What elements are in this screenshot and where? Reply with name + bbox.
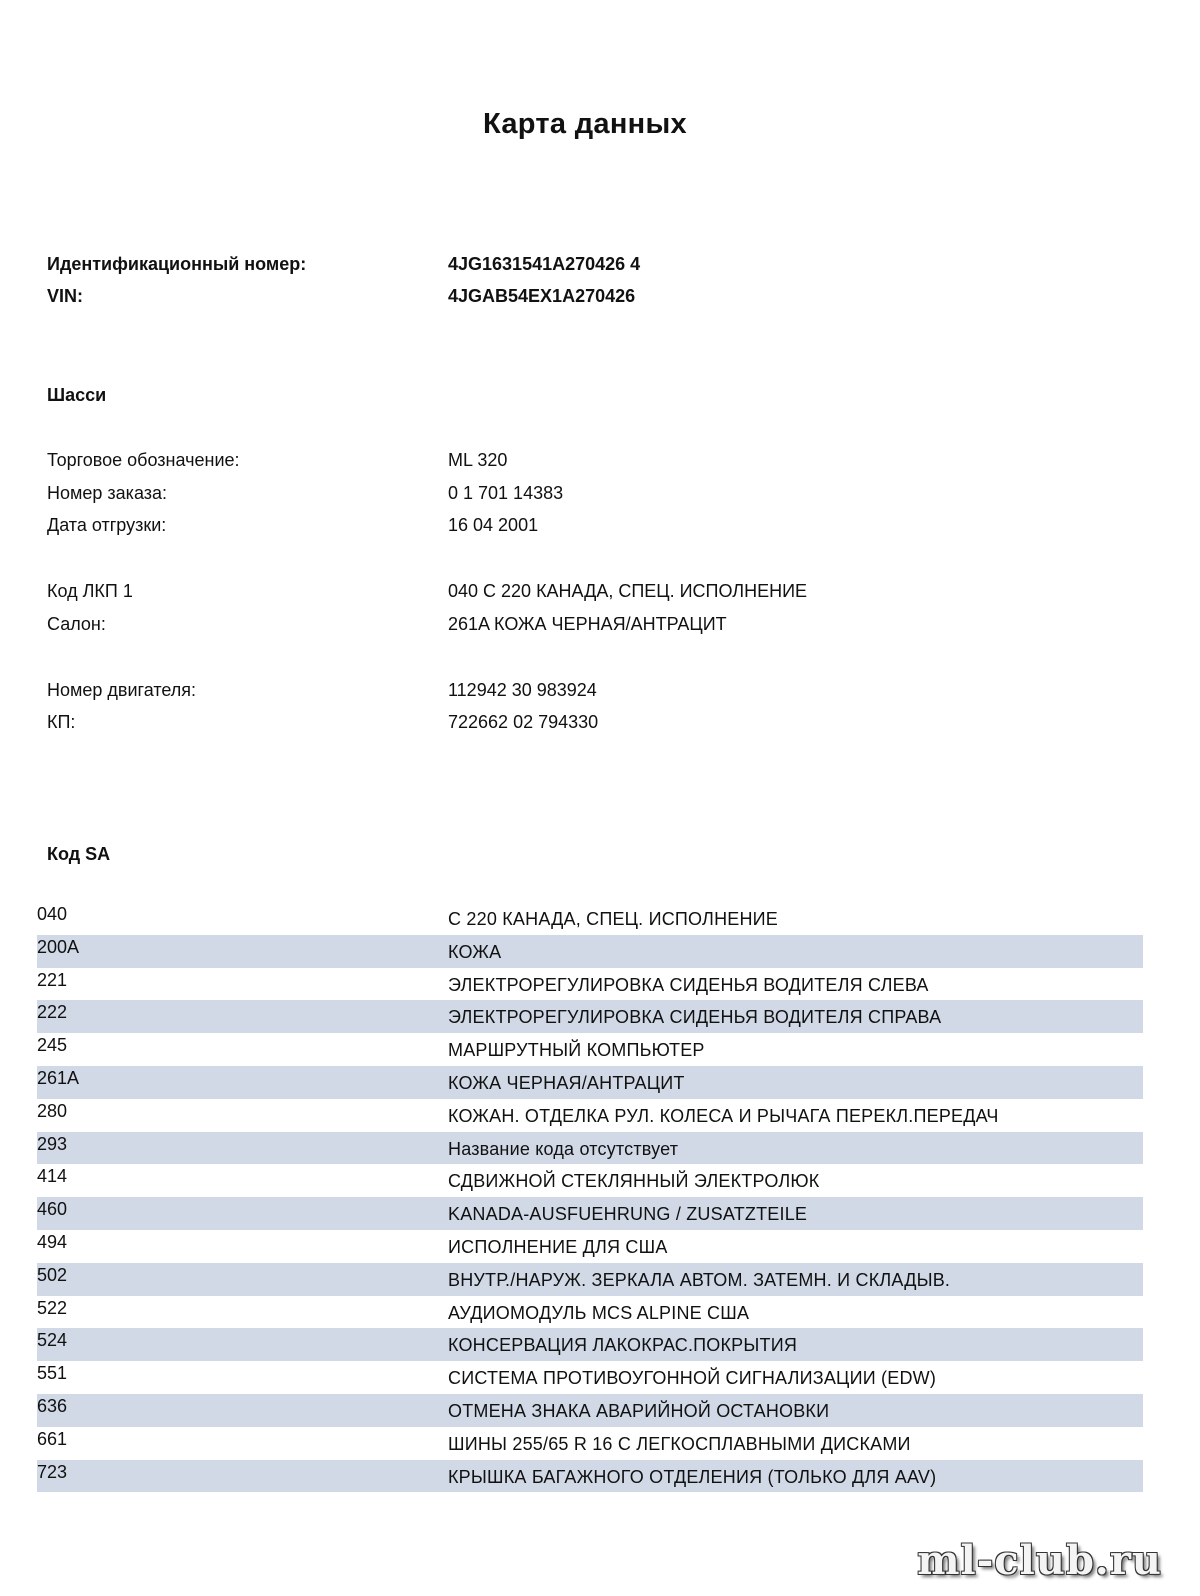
- sa-code: 661: [37, 1428, 68, 1449]
- sa-code: 200A: [37, 936, 80, 957]
- sa-description: С 220 КАНАДА, СПЕЦ. ИСПОЛНЕНИЕ: [448, 909, 779, 929]
- sa-description: СИСТЕМА ПРОТИВОУГОННОЙ СИГНАЛИЗАЦИИ (EDW): [448, 1368, 937, 1389]
- sa-description: ШИНЫ 255/65 R 16 С ЛЕГКОСПЛАВНЫМИ ДИСКАМИ: [448, 1433, 911, 1454]
- sa-description: ЭЛЕКТРОРЕГУЛИРОВКА СИДЕНЬЯ ВОДИТЕЛЯ СЛЕВА: [448, 974, 929, 995]
- sa-description: КРЫШКА БАГАЖНОГО ОТДЕЛЕНИЯ (ТОЛЬКО ДЛЯ AAV): [448, 1466, 937, 1487]
- sa-code: 221: [37, 969, 68, 990]
- table-row: [37, 1033, 1143, 1066]
- order-number-row: [47, 481, 1147, 505]
- sa-description: ЭЛЕКТРОРЕГУЛИРОВКА СИДЕНЬЯ ВОДИТЕЛЯ СПРАВА: [448, 1007, 942, 1028]
- watermark-logo: ml-club.ru: [917, 1537, 1162, 1584]
- table-row: [37, 1263, 1143, 1296]
- sa-code: 636: [37, 1395, 68, 1416]
- shipping-date-label: Дата отгрузки:: [47, 515, 167, 535]
- sa-code: 414: [37, 1166, 68, 1187]
- gearbox-label: КП:: [47, 712, 76, 732]
- engine-number-value: 112942 30 983924: [448, 680, 597, 700]
- paint-code-label: Код ЛКП 1: [47, 581, 133, 601]
- gearbox-value: 722662 02 794330: [448, 712, 599, 732]
- table-row: [37, 1197, 1143, 1230]
- trade-designation-label: Торговое обозначение:: [47, 450, 240, 470]
- id-number-value: 4JG1631541A270426 4: [448, 254, 641, 274]
- vin-value: 4JGAB54EX1A270426: [448, 286, 636, 306]
- sa-code: 524: [37, 1330, 68, 1351]
- vin-label: VIN:: [47, 286, 83, 306]
- sa-code: 222: [37, 1002, 68, 1023]
- vin-row: [47, 284, 1147, 308]
- table-row: [37, 1296, 1143, 1329]
- sa-description: Название кода отсутствует: [448, 1138, 679, 1159]
- table-row: [37, 1164, 1143, 1197]
- trade-designation-value: ML 320: [448, 450, 508, 470]
- sa-code: 245: [37, 1035, 68, 1056]
- id-number-label: Идентификационный номер:: [47, 254, 307, 274]
- sa-code-table: [37, 902, 1143, 1492]
- sa-description: ИСПОЛНЕНИЕ ДЛЯ США: [448, 1236, 668, 1257]
- order-number-value: 0 1 701 14383: [448, 483, 564, 503]
- sa-code: 261A: [37, 1067, 80, 1088]
- sa-code-heading: Код SA: [47, 844, 111, 864]
- engine-number-row: [47, 678, 1147, 702]
- chassis-heading: Шасси: [47, 385, 107, 405]
- table-row: [37, 935, 1143, 968]
- shipping-date-row: [47, 513, 1147, 537]
- sa-code: 723: [37, 1461, 68, 1482]
- engine-number-label: Номер двигателя:: [47, 680, 197, 700]
- sa-description: КОЖА ЧЕРНАЯ/АНТРАЦИТ: [448, 1072, 685, 1093]
- sa-description: КОЖАН. ОТДЕЛКА РУЛ. КОЛЕСА И РЫЧАГА ПЕРЕКЛ.ПЕРЕДАЧ: [448, 1105, 999, 1126]
- interior-label: Салон:: [47, 614, 106, 634]
- sa-description: КОЖА: [448, 941, 502, 962]
- trade-designation-row: [47, 448, 1147, 472]
- page-title: Карта данных: [483, 108, 687, 140]
- order-number-label: Номер заказа:: [47, 483, 168, 503]
- sa-code: 040: [37, 904, 68, 924]
- sa-description: KANADA-AUSFUEHRUNG / ZUSATZTEILE: [448, 1204, 808, 1225]
- table-row: [37, 1361, 1143, 1394]
- sa-description: ОТМЕНА ЗНАКА АВАРИЙНОЙ ОСТАНОВКИ: [448, 1400, 830, 1421]
- table-row: [37, 1132, 1143, 1165]
- table-row: [37, 902, 1143, 935]
- id-number-row: [47, 252, 1147, 276]
- interior-value: 261A КОЖА ЧЕРНАЯ/АНТРАЦИТ: [448, 614, 727, 634]
- shipping-date-value: 16 04 2001: [448, 515, 539, 535]
- sa-code: 293: [37, 1133, 68, 1154]
- sa-code: 551: [37, 1363, 68, 1384]
- table-row: [37, 1099, 1143, 1132]
- table-row: [37, 1000, 1143, 1033]
- sa-description: ВНУТР./НАРУЖ. ЗЕРКАЛА АВТОМ. ЗАТЕМН. И СКЛАДЫВ.: [448, 1269, 951, 1290]
- sa-description: МАРШРУТНЫЙ КОМПЬЮТЕР: [448, 1040, 705, 1061]
- sa-code: 522: [37, 1297, 68, 1318]
- paint-code-row: [47, 579, 1147, 603]
- gearbox-row: [47, 710, 1147, 734]
- interior-row: [47, 612, 1147, 636]
- sa-code: 460: [37, 1199, 68, 1220]
- table-row: [37, 1066, 1143, 1099]
- sa-description: КОНСЕРВАЦИЯ ЛАКОКРАС.ПОКРЫТИЯ: [448, 1335, 798, 1356]
- table-row: [37, 1328, 1143, 1361]
- sa-code: 502: [37, 1264, 68, 1285]
- table-row: [37, 1230, 1143, 1263]
- table-row: [37, 1427, 1143, 1460]
- table-row: [37, 1394, 1143, 1427]
- sa-description: АУДИОМОДУЛЬ MCS ALPINE США: [448, 1302, 750, 1323]
- paint-code-value: 040 С 220 КАНАДА, СПЕЦ. ИСПОЛНЕНИЕ: [448, 581, 808, 601]
- sa-code: 280: [37, 1100, 68, 1121]
- table-row: [37, 968, 1143, 1001]
- table-row: [37, 1460, 1143, 1493]
- sa-description: СДВИЖНОЙ СТЕКЛЯННЫЙ ЭЛЕКТРОЛЮК: [448, 1171, 820, 1192]
- sa-code: 494: [37, 1231, 68, 1252]
